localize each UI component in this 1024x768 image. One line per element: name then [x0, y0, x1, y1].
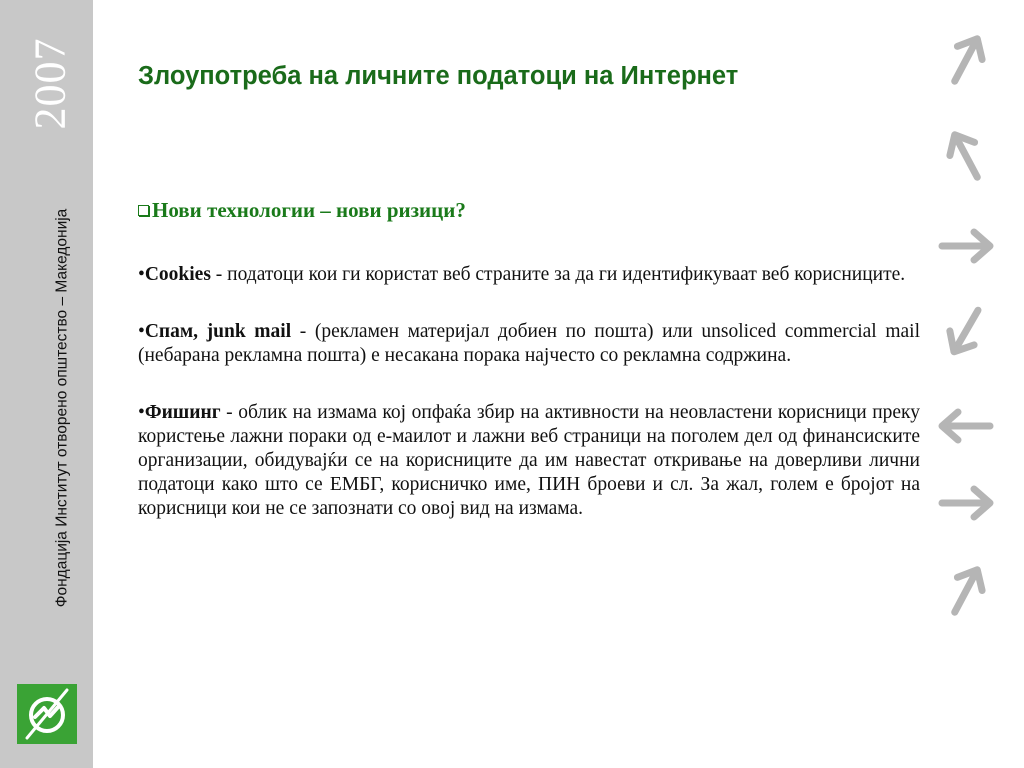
bullet-phishing: [138, 401, 920, 521]
slide-title: Злоупотреба на личните податоци на Интернет: [138, 62, 739, 90]
bullet-text: - податоци кои ги користат веб страните за да ги идентификуваат веб корисниците.: [210, 264, 906, 285]
arrow-up-right-icon: [942, 32, 989, 88]
bullet-term: Cookies: [144, 264, 211, 285]
bullet-marker: •: [138, 402, 145, 423]
subhead: [138, 198, 920, 222]
bullet-term: Спам, junk mail: [144, 321, 292, 342]
arrow-left-icon: [942, 412, 990, 440]
sidebar: [0, 0, 93, 768]
slide-content: [138, 198, 920, 554]
arrow-up-right-icon: [942, 563, 989, 619]
arrow-down-left-icon: [942, 303, 990, 359]
subhead-text: Нови технологии – нови ризици?: [152, 198, 466, 222]
year-label: 2007: [25, 37, 75, 129]
arrow-right-icon: [942, 489, 990, 517]
arrow-up-left-icon: [942, 128, 989, 184]
bullet-spam: [138, 320, 920, 368]
bullet-marker: •: [138, 264, 145, 285]
bullet-term: Фишинг: [144, 402, 221, 423]
bullet-text: - облик на измама кој опфаќа збир на активности на неовластени корисници преку користење лажни пораки од е-маилот и лажни веб страници на поголем дел од финансиските организации, обидувајќи се на корисниците да им навестат откривање на доверливи лични податоци како што се ЕМБГ, корисничко име, ПИН броеви и сл. За жал, голем е бројот на корисници кои не се запознати со овој вид на измама.: [138, 402, 920, 519]
arrow-right-icon: [942, 232, 990, 260]
bullet-cookies: [138, 263, 920, 287]
decorative-arrows: [930, 26, 1000, 636]
bullet-marker: •: [138, 321, 145, 342]
bullet-text: - (рекламен материјал добиен по пошта) или unsoliced commercial mail (небарана рекламна пошта) е несакана порака најчесто со рекламна содржина.: [138, 321, 920, 366]
foundation-logo-icon: [17, 684, 77, 744]
checkbox-bullet-icon: [138, 205, 149, 216]
organization-label: Фондација Институт отворено општество – Македонија: [53, 208, 71, 608]
